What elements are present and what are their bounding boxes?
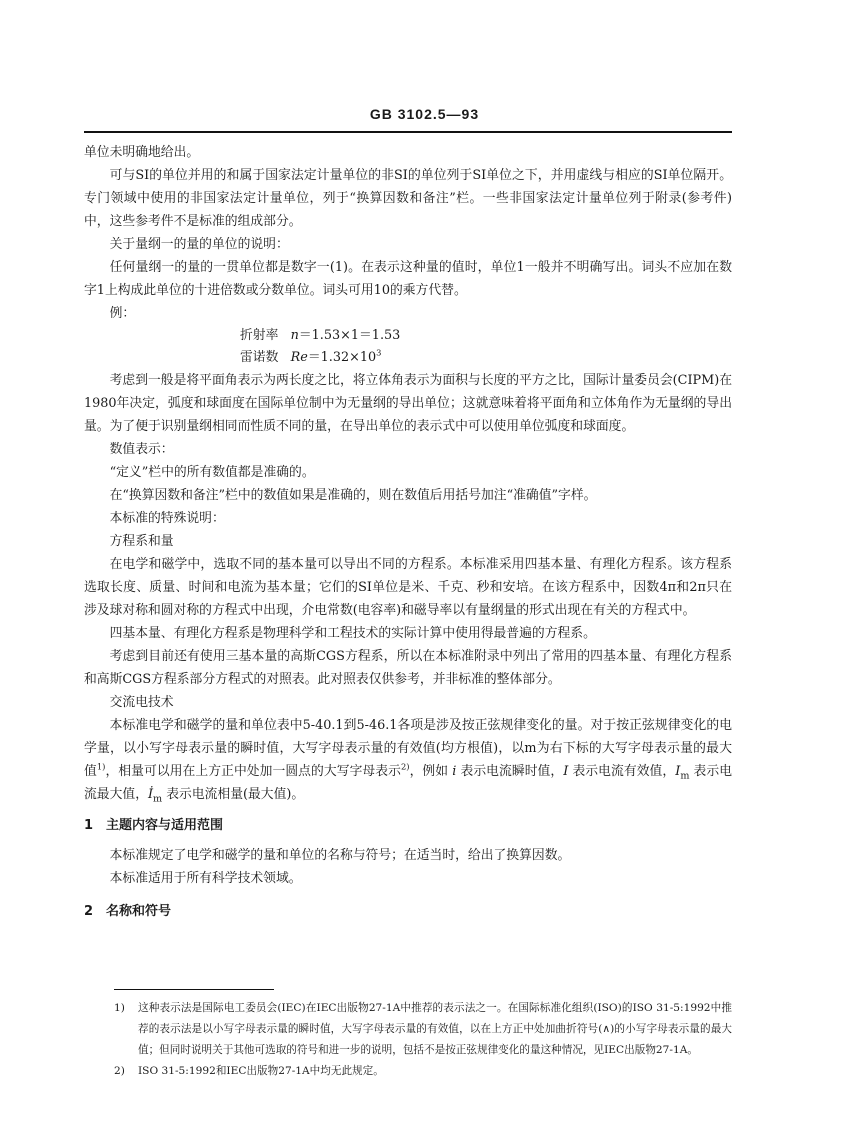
paragraph: 在“换算因数和备注”栏中的数值如果是准确的，则在数值后用括号加注“准确值”字样。 xyxy=(109,488,597,503)
header-rule xyxy=(84,131,732,133)
symbol-I-dot: İ xyxy=(147,787,154,802)
formula-name: 雷诺数 xyxy=(240,350,279,365)
formula-variable: n xyxy=(290,328,299,343)
paragraph: 在电学和磁学中，选取不同的基本量可以导出不同的方程系。本标准采用四基本量、有理化方程系。该方程系选取长度、质量、时间和电流为基本量；它们的SI单位是米、千克、秒和安培。在该方程系中，因数4π和2π只在涉及球对称和圆对称的方程式中出现，介电常数(电容率)和磁导率以有量纲量的形式出现在有关的方程式中。 xyxy=(84,557,732,618)
footnote-item xyxy=(114,998,732,1061)
footnote-number: 1) xyxy=(114,1002,125,1014)
footnote-text: 这种表示法是国际电工委员会(IEC)在IEC出版物27-1A中推荐的表示法之一。在国际标准化组织(ISO)的ISO 31-5:1992中推荐的表示法是以小写字母表示量的瞬时值，大写字母表示量的有效值，以在上方正中处加曲折符号(∧)的小写字母表示量的最大值；但同时说明关于其他可选取的符号和进一步的说明，包括不是按正弦规律变化的量这种情况，见IEC出版物27-1A。 xyxy=(138,1002,732,1056)
footnote-text: ISO 31-5:1992和IEC出版物27-1A中均无此规定。 xyxy=(138,1065,384,1077)
text-run: 表示电流最大值， xyxy=(84,764,733,802)
subheading: 方程系和量 xyxy=(109,534,174,549)
text-run: 表示电流相量(最大值)。 xyxy=(166,787,305,802)
paragraph: “定义”栏中的所有数值都是准确的。 xyxy=(109,465,315,480)
example-formula-reynolds-number xyxy=(84,347,732,369)
example-formula-refractive-index xyxy=(84,325,732,347)
section-heading-1 xyxy=(84,814,732,837)
paragraph: 本标准适用于所有科学技术领域。 xyxy=(109,871,302,886)
text-run: ，相量可以用在上方正中处加一圆点的大写字母表示 xyxy=(105,764,401,779)
paragraph: 四基本量、有理化方程系是物理科学和工程技术的实际计算中使用得最普遍的方程系。 xyxy=(109,626,596,641)
symbol-i: i xyxy=(452,764,457,779)
paragraph-ac-notation xyxy=(84,714,732,806)
subscript-m: m xyxy=(153,793,163,805)
text-run: 表示电流有效值， xyxy=(572,764,676,779)
text-run: 本标准电学和磁学的量和单位表中5-40.1到5-46.1各项是涉及按正弦规律变化的量。对于按正弦规律变化的电学量，以小写字母表示量的瞬时值，大写字母表示量的有效值(均方根值)，以m为右下标的大写字母表示量的最大值 xyxy=(84,718,732,779)
formula-value: ＝1.32×10 xyxy=(307,350,377,365)
text-run: 表示电流瞬时值， xyxy=(460,764,564,779)
footnote-rule xyxy=(114,989,274,990)
section-title: 主题内容与适用范围 xyxy=(106,818,224,833)
formula-variable: Re xyxy=(290,350,308,365)
section-title: 名称和符号 xyxy=(106,904,172,919)
paragraph-example-label: 例： xyxy=(109,306,136,321)
page-header-doc-code: GB 3102.5—93 xyxy=(369,106,480,122)
document-body xyxy=(84,141,732,930)
paragraph: 关于量纲一的量的单位的说明： xyxy=(109,237,289,252)
footnotes xyxy=(114,998,732,1082)
paragraph: 可与SI的单位并用的和属于国家法定计量单位的非SI的单位列于SI单位之下，并用虚线与相应的SI单位隔开。专门领域中使用的非国家法定计量单位，列于“换算因数和备注”栏。一些非国家法定计量单位列于附录(参考件)中，这些参考件不是标准的组成部分。 xyxy=(84,168,732,229)
footnote-item xyxy=(114,1061,732,1082)
section-number: 2 xyxy=(84,904,94,919)
section-number: 1 xyxy=(84,818,94,833)
footnote-ref-2[interactable]: 2) xyxy=(400,761,410,772)
paragraph: 单位未明确地给出。 xyxy=(84,145,200,160)
section-heading-2 xyxy=(84,900,732,923)
footnote-ref-1[interactable]: 1) xyxy=(96,761,106,772)
paragraph: 考虑到一般是将平面角表示为两长度之比，将立体角表示为面积与长度的平方之比，国际计量委员会(CIPM)在1980年决定，弧度和球面度在国际单位制中为无量纲的导出单位；这就意味着将平面角和立体角作为无量纲的导出量。为了便于识别量纲相同而性质不同的量，在导出单位的表示式中可以使用单位弧度和球面度。 xyxy=(84,373,732,434)
formula-value: ＝1.53×1＝1.53 xyxy=(298,328,401,343)
formula-name: 折射率 xyxy=(240,328,279,343)
symbol-I: I xyxy=(563,764,569,779)
text-run: ，例如 xyxy=(409,764,449,779)
subscript-m: m xyxy=(680,770,690,782)
paragraph: 数值表示： xyxy=(109,442,174,457)
symbol-Im: I xyxy=(675,764,681,779)
paragraph: 本标准规定了电学和磁学的量和单位的名称与符号；在适当时，给出了换算因数。 xyxy=(109,848,571,863)
subheading: 交流电技术 xyxy=(109,695,174,710)
formula-exponent: 3 xyxy=(376,347,382,358)
paragraph: 本标准的特殊说明： xyxy=(109,511,225,526)
paragraph: 任何量纲一的量的一贯单位都是数字一(1)。在表示这种量的值时，单位1一般并不明确写出。词头不应加在数字1上构成此单位的十进倍数或分数单位。词头可用10的乘方代替。 xyxy=(84,260,732,298)
footnote-number: 2) xyxy=(114,1065,125,1077)
paragraph: 考虑到目前还有使用三基本量的高斯CGS方程系，所以在本标准附录中列出了常用的四基本量、有理化方程系和高斯CGS方程系部分方程式的对照表。此对照表仅供参考，并非标准的整体部分。 xyxy=(84,649,732,687)
